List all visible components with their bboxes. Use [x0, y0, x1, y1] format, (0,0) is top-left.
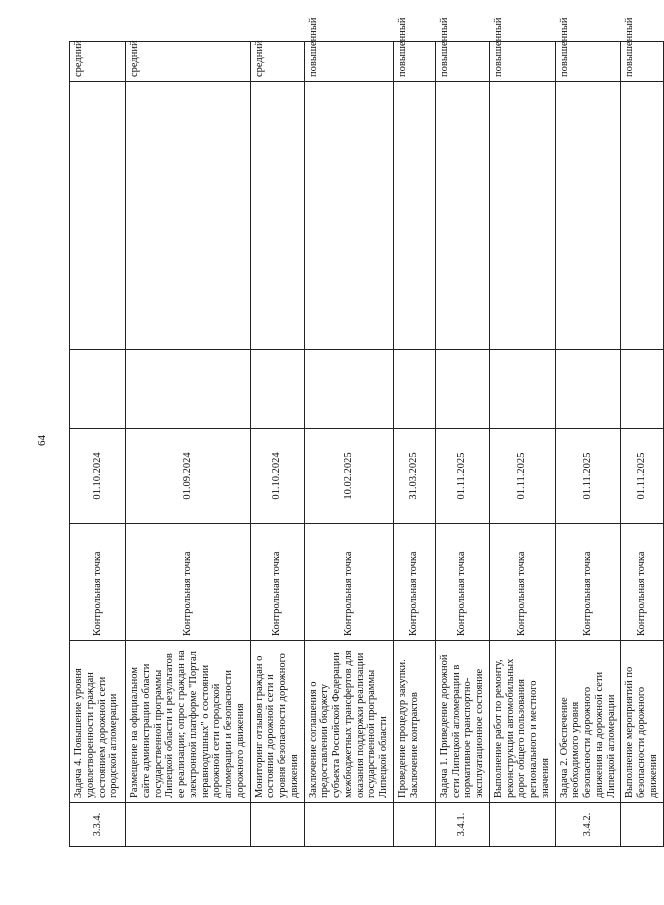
empty-cell: [250, 82, 304, 350]
table-row: [126, 42, 251, 847]
complexity-level: средний: [70, 42, 126, 82]
task-description: Выполнение работ по ремонту, реконструкции автомобильных дорог общего пользования регионального и местного значения: [489, 641, 555, 803]
task-description: Проведение процедур закупки. Заключение контрактов: [393, 641, 435, 803]
empty-cell: [304, 82, 393, 350]
row-type: Контрольная точка: [250, 524, 304, 641]
row-type: Контрольная точка: [126, 524, 251, 641]
table-row: [70, 42, 126, 847]
row-type: Контрольная точка: [621, 524, 663, 641]
row-number: 3.4.2.: [555, 803, 621, 847]
empty-cell: [555, 350, 621, 429]
empty-cell: [555, 82, 621, 350]
complexity-level: повышенный: [621, 42, 663, 82]
row-type: Контрольная точка: [393, 524, 435, 641]
complexity-level: средний: [126, 42, 251, 82]
control-points-table: [69, 17, 664, 847]
table-row: [555, 42, 621, 847]
table-row: [489, 42, 555, 847]
empty-cell: [393, 82, 435, 350]
table-row: [393, 42, 435, 847]
complexity-level: повышенный: [555, 42, 621, 82]
rotated-table-container: [69, 17, 659, 847]
row-number: [621, 803, 663, 847]
empty-cell: [435, 82, 489, 350]
empty-cell: [621, 350, 663, 429]
row-date: 01.10.2024: [250, 429, 304, 524]
row-date: 01.11.2025: [621, 429, 663, 524]
row-type: Контрольная точка: [489, 524, 555, 641]
task-description: Задача 4. Повышение уровня удовлетворенности граждан состоянием дорожной сети городской агломерации: [70, 641, 126, 803]
row-number: 3.3.4.: [70, 803, 126, 847]
complexity-level: повышенный: [435, 42, 489, 82]
task-description: Мониторинг отзывов граждан о состоянии дорожной сети и уровня безопасности дорожного движения: [250, 641, 304, 803]
row-number: [304, 803, 393, 847]
complexity-level: повышенный: [304, 42, 393, 82]
row-type: Контрольная точка: [435, 524, 489, 641]
complexity-level: средний: [250, 42, 304, 82]
complexity-level: повышенный: [489, 42, 555, 82]
empty-cell: [70, 82, 126, 350]
empty-cell: [304, 350, 393, 429]
empty-cell: [489, 350, 555, 429]
empty-cell: [435, 350, 489, 429]
empty-cell: [126, 350, 251, 429]
row-date: 01.11.2025: [489, 429, 555, 524]
row-number: [393, 803, 435, 847]
page-number: 64: [36, 435, 48, 446]
empty-cell: [393, 350, 435, 429]
table-row: [304, 42, 393, 847]
task-description: Выполнение мероприятий по безопасности дорожного движения: [621, 641, 663, 803]
row-date: 01.10.2024: [70, 429, 126, 524]
empty-cell: [489, 82, 555, 350]
row-date: 01.11.2025: [555, 429, 621, 524]
row-type: Контрольная точка: [555, 524, 621, 641]
row-number: [126, 803, 251, 847]
task-description: Заключение соглашения о предоставлении бюджету субъекта Российской Федерации межбюджетных трансфертов для оказания поддержки реализации государственной программы Липецкой области: [304, 641, 393, 803]
empty-cell: [70, 350, 126, 429]
task-description: Задача 1. Приведение дорожной сети Липецкой агломерации в нормативное транспортно-эксплуатационное состояние: [435, 641, 489, 803]
table-row: [621, 42, 663, 847]
table-body: [70, 17, 664, 847]
empty-cell: [621, 82, 663, 350]
task-description: Размещение на официальном сайте администрации области государственной программы Липецкой области и результатов ее реализации; опрос граждан на электронной платформе "Портал неравнодушных" о состоянии дорожной сети городской агломерации и безопасности дорожного движения: [126, 641, 251, 803]
table-row: [435, 42, 489, 847]
row-date: 10.02.2025: [304, 429, 393, 524]
table-row: [250, 42, 304, 847]
row-number: 3.4.1.: [435, 803, 489, 847]
row-date: 01.11.2025: [435, 429, 489, 524]
task-description: Задача 2. Обеспечение необходимого уровня безопасности дорожного движения на дорожной сети Липецкой агломерации: [555, 641, 621, 803]
empty-cell: [250, 350, 304, 429]
row-type: Контрольная точка: [304, 524, 393, 641]
row-date: 01.09.2024: [126, 429, 251, 524]
row-number: [489, 803, 555, 847]
empty-cell: [126, 82, 251, 350]
row-number: [250, 803, 304, 847]
row-date: 31.03.2025: [393, 429, 435, 524]
complexity-level: повышенный: [393, 42, 435, 82]
row-type: Контрольная точка: [70, 524, 126, 641]
